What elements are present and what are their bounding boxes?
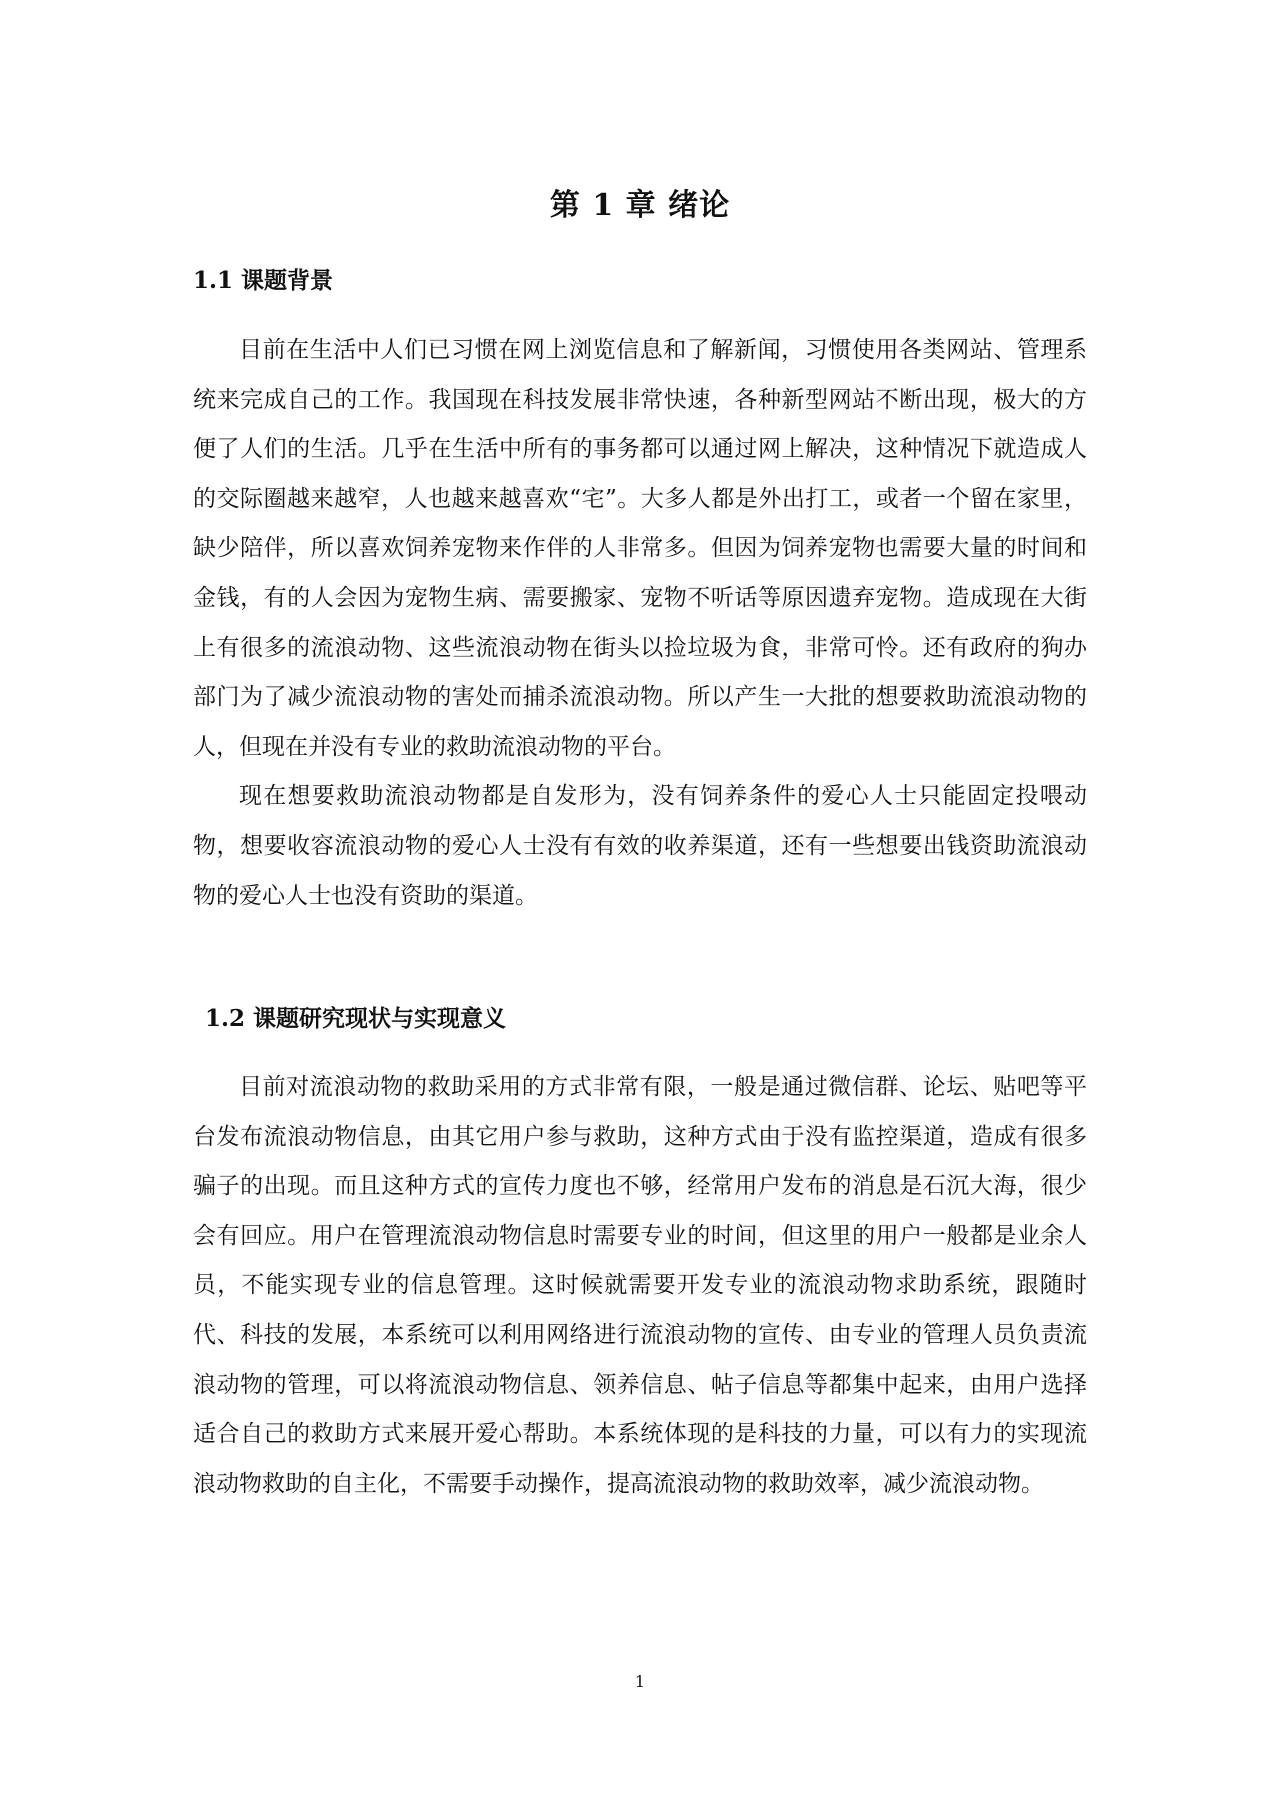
- section-1-1-body: [193, 326, 1087, 921]
- section-1-2-body: [193, 1063, 1087, 1509]
- paragraph: 目前在生活中人们已习惯在网上浏览信息和了解新闻，习惯使用各类网站、管理系统来完成自己的工作。我国现在科技发展非常快速，各种新型网站不断出现，极大的方便了人们的生活。几乎在生活中所有的事务都可以通过网上解决，这种情况下就造成人的交际圈越来越窄，人也越来越喜欢“宅”。大多人都是外出打工，或者一个留在家里，缺少陪伴，所以喜欢饲养宠物来作伴的人非常多。但因为饲养宠物也需要大量的时间和金钱，有的人会因为宠物生病、需要搬家、宠物不听话等原因遗弃宠物。造成现在大街上有很多的流浪动物、这些流浪动物在街头以捡垃圾为食，非常可怜。还有政府的狗办部门为了减少流浪动物的害处而捕杀流浪动物。所以产生一大批的想要救助流浪动物的人，但现在并没有专业的救助流浪动物的平台。: [193, 337, 1087, 760]
- paragraph: 目前对流浪动物的救助采用的方式非常有限，一般是通过微信群、论坛、贴吧等平台发布流浪动物信息，由其它用户参与救助，这种方式由于没有监控渠道，造成有很多骗子的出现。而且这种方式的宣传力度也不够，经常用户发布的消息是石沉大海，很少会有回应。用户在管理流浪动物信息时需要专业的时间，但这里的用户一般都是业余人员，不能实现专业的信息管理。这时候就需要开发专业的流浪动物求助系统，跟随时代、科技的发展，本系统可以利用网络进行流浪动物的宣传、由专业的管理人员负责流浪动物的管理，可以将流浪动物信息、领养信息、帖子信息等都集中起来，由用户选择适合自己的救助方式来展开爱心帮助。本系统体现的是科技的力量，可以有力的实现流浪动物救助的自主化，不需要手动操作，提高流浪动物的救助效率，减少流浪动物。: [193, 1074, 1087, 1497]
- chapter-title: 第 1 章 绪论: [549, 188, 731, 223]
- paragraph: 现在想要救助流浪动物都是自发形为，没有饲养条件的爱心人士只能固定投喂动物，想要收容流浪动物的爱心人士没有有效的收养渠道，还有一些想要出钱资助流浪动物的爱心人士也没有资助的渠道。: [193, 783, 1087, 909]
- section-heading-1-2: 1.2 课题研究现状与实现意义: [205, 1005, 507, 1032]
- section-heading-1-1: 1.1 课题背景: [193, 267, 334, 294]
- page-number: 1: [634, 1672, 646, 1691]
